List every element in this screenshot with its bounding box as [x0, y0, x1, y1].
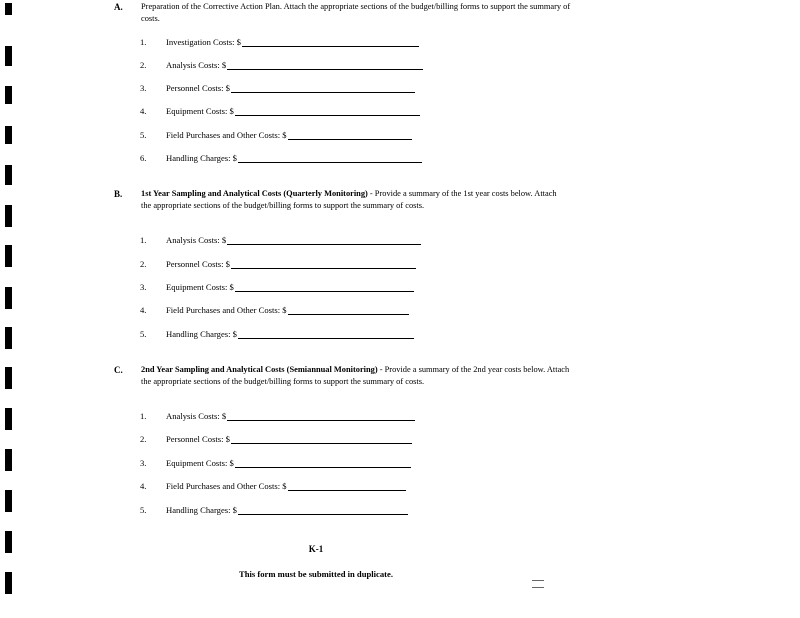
punch-mark — [5, 449, 12, 471]
item-number: 4. — [140, 481, 147, 491]
item-label: Personnel Costs: $ — [166, 259, 230, 269]
item-number: 1. — [140, 37, 147, 47]
item-label: Handling Charges: $ — [166, 505, 237, 515]
item-number: 5. — [140, 329, 147, 339]
section-a-letter: A. — [114, 2, 123, 12]
section-a-description — [141, 1, 571, 24]
punch-mark — [5, 245, 12, 267]
section-c-item — [140, 505, 408, 515]
item-label: Field Purchases and Other Costs: $ — [166, 305, 287, 315]
item-label: Equipment Costs: $ — [166, 282, 234, 292]
punch-mark — [5, 205, 12, 227]
item-label: Investigation Costs: $ — [166, 37, 241, 47]
punch-mark — [5, 408, 12, 430]
item-number: 5. — [140, 130, 147, 140]
section-b-item — [140, 305, 409, 315]
section-a-item — [140, 83, 415, 93]
personnel-costs-field[interactable] — [231, 259, 416, 269]
section-c-letter: C. — [114, 365, 123, 375]
section-c-title: 2nd Year Sampling and Analytical Costs (Semiannual Monitoring) — [141, 365, 378, 374]
page-number: K-1 — [308, 544, 324, 554]
punch-mark — [5, 327, 12, 349]
section-c-item — [140, 458, 411, 468]
item-label: Personnel Costs: $ — [166, 83, 230, 93]
handling-charges-field[interactable] — [238, 505, 408, 515]
punch-mark — [5, 287, 12, 309]
field-purchases-field[interactable] — [288, 305, 409, 315]
handling-charges-field[interactable] — [238, 153, 422, 163]
section-a-text: Preparation of the Corrective Action Plan. Attach the appropriate sections of the budget/billing forms to support the summary of costs. — [141, 2, 571, 23]
section-c-item — [140, 481, 406, 491]
section-a-item — [140, 60, 423, 70]
section-a-item — [140, 153, 422, 163]
item-number: 2. — [140, 259, 147, 269]
section-a-item — [140, 130, 412, 140]
item-number: 2. — [140, 60, 147, 70]
item-number: 1. — [140, 235, 147, 245]
investigation-costs-field[interactable] — [242, 37, 419, 47]
section-c-item — [140, 411, 415, 421]
equipment-costs-field[interactable] — [235, 282, 414, 292]
item-label: Equipment Costs: $ — [166, 106, 234, 116]
item-label: Field Purchases and Other Costs: $ — [166, 481, 287, 491]
item-number: 4. — [140, 305, 147, 315]
analysis-costs-field[interactable] — [227, 60, 423, 70]
analysis-costs-field[interactable] — [227, 411, 415, 421]
punch-mark — [5, 490, 12, 512]
personnel-costs-field[interactable] — [231, 434, 412, 444]
item-label: Analysis Costs: $ — [166, 60, 227, 70]
punch-mark — [5, 126, 12, 144]
punch-mark — [5, 367, 12, 389]
analysis-costs-field[interactable] — [227, 235, 421, 245]
section-c-text: - Provide a summary of the 2nd year costs below. Attach the appropriate sections of the budget/billing forms to support the summary of costs. — [141, 365, 570, 386]
item-label: Field Purchases and Other Costs: $ — [166, 130, 287, 140]
item-label: Handling Charges: $ — [166, 329, 237, 339]
item-number: 3. — [140, 83, 147, 93]
punch-mark — [5, 3, 12, 15]
punch-mark — [5, 46, 12, 66]
section-a-item — [140, 37, 419, 47]
item-label: Handling Charges: $ — [166, 153, 237, 163]
field-purchases-field[interactable] — [288, 481, 406, 491]
punch-mark — [5, 86, 12, 104]
equipment-costs-field[interactable] — [235, 106, 420, 116]
item-number: 1. — [140, 411, 147, 421]
item-label: Personnel Costs: $ — [166, 434, 230, 444]
item-number: 4. — [140, 106, 147, 116]
item-number: 6. — [140, 153, 147, 163]
section-b-description — [141, 188, 566, 211]
section-b-item — [140, 329, 414, 339]
item-label: Equipment Costs: $ — [166, 458, 234, 468]
item-number: 2. — [140, 434, 147, 444]
handling-charges-field[interactable] — [238, 329, 414, 339]
item-label: Analysis Costs: $ — [166, 235, 227, 245]
scan-mark — [532, 580, 544, 588]
section-c-item — [140, 434, 412, 444]
item-label: Analysis Costs: $ — [166, 411, 227, 421]
equipment-costs-field[interactable] — [235, 458, 411, 468]
item-number: 3. — [140, 282, 147, 292]
item-number: 3. — [140, 458, 147, 468]
section-b-item — [140, 282, 414, 292]
field-purchases-field[interactable] — [288, 130, 412, 140]
section-a-item — [140, 106, 420, 116]
section-c-description — [141, 364, 581, 387]
submission-note: This form must be submitted in duplicate. — [239, 569, 393, 579]
section-b-item — [140, 235, 421, 245]
personnel-costs-field[interactable] — [231, 83, 415, 93]
section-b-title: 1st Year Sampling and Analytical Costs (Quarterly Monitoring) — [141, 189, 368, 198]
section-b-text: - Provide a summary of the 1st year costs below. Attach the appropriate sections of the budget/billing forms to support the summary of costs. — [141, 189, 557, 210]
item-number: 5. — [140, 505, 147, 515]
section-b-item — [140, 259, 416, 269]
section-b-letter: B. — [114, 189, 123, 199]
punch-mark — [5, 165, 12, 185]
